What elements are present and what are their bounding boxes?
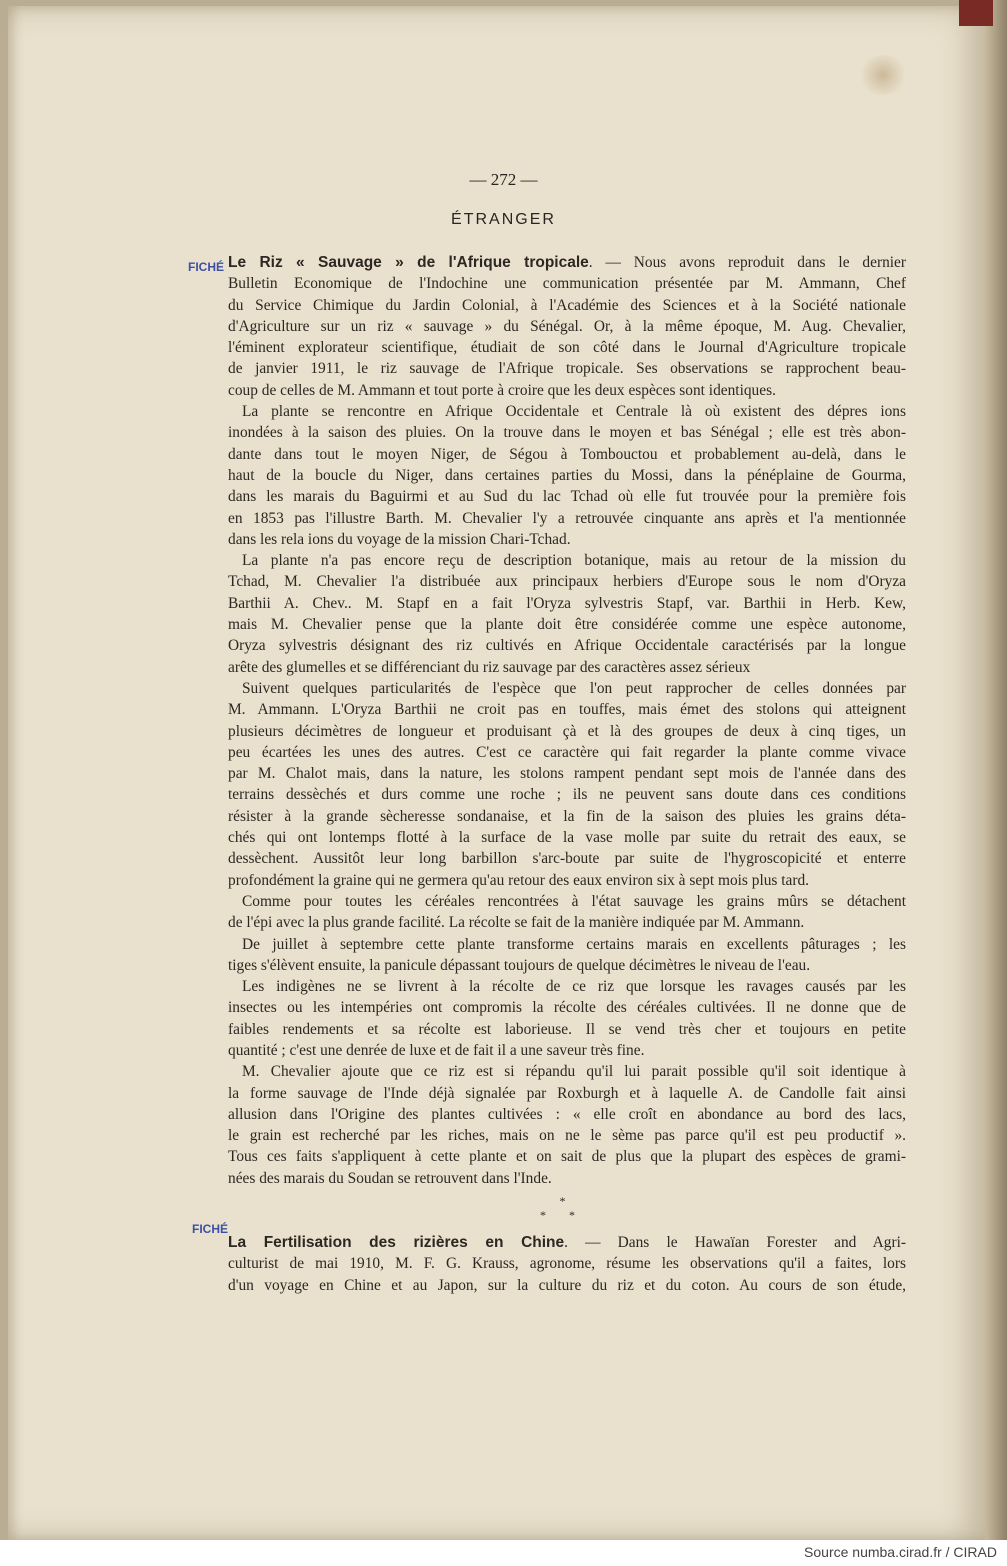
text-line: quantité ; c'est une denrée de luxe et de fait il a une saveur très fine. [228, 1041, 645, 1059]
page-number: — 272 — [469, 170, 538, 189]
text-line: M. Chevalier ajoute que ce riz est si répandu qu'il lui parait possible qu'il soit identique à [242, 1063, 906, 1081]
footer-bar [0, 1540, 1007, 1566]
text-line: De juillet à septembre cette plante transforme certains marais en excellents pâturages ; les [242, 935, 906, 953]
text-line: dans les marais du Baguirmi et au Sud du lac Tchad où elle fut trouvée pour la première fois [228, 488, 906, 506]
section-title: ÉTRANGER [451, 211, 556, 228]
page-edge [985, 0, 1007, 1540]
text-line: dante dans tout le moyen Niger, de Ségou à Tombouctou et probablement au-delà, dans le [228, 445, 906, 463]
text-line: M. Ammann. L'Oryza Barthii ne croit pas en touffes, mais émet des stolons qui atteignent [228, 701, 906, 719]
article-heading: Le Riz « Sauvage » de l'Afrique tropicale [228, 254, 589, 271]
text-line: la forme sauvage de l'Inde déjà signalée par Roxburgh et à laquelle A. de Candolle fait ainsi [228, 1084, 906, 1102]
text-line: tiges s'élèvent ensuite, la panicule dépassant toujours de quelque décimètres le niveau de l'eau. [228, 956, 811, 974]
text-line: l'éminent explorateur scientifique, étudiait de son côté dans le Journal d'Agriculture tropicale [228, 339, 906, 357]
text-line: Le Riz « Sauvage » de l'Afrique tropicale. — Nous avons reproduit dans le dernier [228, 254, 906, 271]
text-line: culturist de mai 1910, M. F. G. Krauss, agronome, résume les observations qu'il a faites, lors [228, 1255, 906, 1273]
text-line: La plante n'a pas encore reçu de description botanique, mais au retour de la mission du [242, 552, 906, 570]
text-line: Suivent quelques particularités de l'espèce que l'on peut rapprocher de celles données par [242, 679, 906, 697]
fiche-stamp: FICHÉ [192, 1222, 228, 1236]
text-line: Bulletin Economique de l'Indochine une communication présentée par M. Ammann, Chef [228, 275, 906, 293]
text-line: Tous ces faits s'appliquent à cette plante et on sait de plus que la plupart des espèces de grami- [228, 1148, 906, 1166]
fiche-stamp: FICHÉ [188, 260, 224, 274]
binding-tab [959, 0, 993, 26]
star-bottom: * * [540, 1208, 585, 1222]
text-line: mais M. Chevalier pense que la plante doit être considérée comme une espèce autonome, [228, 616, 906, 634]
article-riz-sauvage [228, 252, 906, 1189]
text-line: par M. Chalot mais, dans la nature, les stolons rampent pendant sept mois de l'année dans des [228, 765, 906, 783]
text-line: coup de celles de M. Ammann et tout porte à croire que les deux espèces sont identiques. [228, 381, 776, 399]
text-line: allusion dans l'Origine des plantes cultivées : « elle croît en abondance au bord des lacs, [228, 1105, 906, 1123]
text-line: La plante se rencontre en Afrique Occidentale et Centrale là où existent des dépres ions [242, 403, 906, 421]
text-line: en 1853 pas l'illustre Barth. M. Chevalier l'y a retrouvée cinquante ans après et l'a mentionnée [228, 509, 906, 527]
article-heading: La Fertilisation des rizières en Chine [228, 1234, 565, 1251]
text-line: insectes ou les intempéries ont compromis la récolte des céréales cultivées. Il ne donne que de [228, 999, 906, 1017]
text-line: chés qui ont lontemps flotté à la surface de la vase molle par suite du retrait des eaux, se [228, 829, 906, 847]
text-line: du Service Chimique du Jardin Colonial, à l'Académie des Sciences et à la Société nationale [228, 296, 906, 314]
text-line: d'Agriculture sur un riz « sauvage » du Sénégal. Or, à la même époque, M. Aug. Chevalier, [228, 317, 906, 335]
text-line: inondées à la saison des pluies. On la trouve dans le moyen et bas Sénégal ; elle est très abon- [228, 424, 906, 442]
article-fertilisation-chine [228, 1232, 906, 1296]
text-line: peu écartées les unes des autres. C'est ce caractère qui fait regarder la plante comme vivace [228, 743, 906, 761]
text-line: Barthii A. Chev.. M. Stapf en a fait l'Oryza sylvestris Stapf, var. Barthii in Herb. Kew, [228, 594, 906, 612]
text-line: dessèchent. Aussitôt leur long barbillon s'arc-boute par suite de l'hygroscopicité et enterre [228, 850, 906, 868]
text-line: La Fertilisation des rizières en Chine. — Dans le Hawaïan Forester and Agri- [228, 1234, 906, 1251]
source-credit: Source numba.cirad.fr / CIRAD [804, 1544, 997, 1560]
text-line: de l'épi avec la plus grande facilité. La récolte se fait de la manière indiquée par M. Ammann. [228, 914, 805, 932]
text-line: le grain est recherché par les riches, mais on ne le sème pas parce qu'il est peu productif ». [228, 1127, 906, 1145]
star-top: * [559, 1194, 566, 1208]
text-line: résister à la grande sècheresse sondanaise, et la fin de la saison des pluies les grains déta- [228, 807, 906, 825]
text-line: Oryza sylvestris désignant des riz cultivés en Afrique Occidentale caractérisés par la longue [228, 637, 906, 655]
text-line: Comme pour toutes les céréales rencontrées à l'état sauvage les grains mûrs se détachent [242, 892, 906, 910]
text-line: de janvier 1911, le riz sauvage de l'Afrique tropicale. Ses observations se rapprochent beau- [228, 360, 906, 378]
section-separator-stars [540, 1194, 585, 1222]
text-line: faibles rendements et sa récolte est laborieuse. Il se vend très cher et toujours en petite [228, 1020, 906, 1038]
text-line: plusieurs décimètres de longueur et produisant çà et là des groupes de deux à cinq tiges, un [228, 722, 906, 740]
text-line: Les indigènes ne se livrent à la récolte de ce riz que lorsque les ravages causés par les [242, 978, 906, 996]
text-line: profondément la graine qui ne germera qu'au retour des eaux environ six à sept mois plus tard. [228, 871, 810, 889]
text-line: dans les rela ions du voyage de la mission Chari-Tchad. [228, 530, 571, 548]
text-line: nées des marais du Soudan se retrouvent dans l'Inde. [228, 1169, 552, 1187]
text-line: haut de la boucle du Niger, dans certaines parties du Mossi, dans la pénéplaine de Gourma, [228, 466, 906, 484]
text-line: arête des glumelles et se différenciant du riz sauvage par des caractères assez sérieux [228, 658, 751, 676]
paper-stain [858, 55, 908, 95]
text-line: Tchad, M. Chevalier l'a distribuée aux principaux herbiers d'Europe sous le nom d'Oryza [228, 573, 906, 591]
text-line: terrains dessèchés et durs comme une roche ; ils ne peuvent sans doute dans ces conditions [228, 786, 906, 804]
text-line: d'un voyage en Chine et au Japon, sur la culture du riz et du coton. Au cours de son étude, [228, 1276, 906, 1294]
